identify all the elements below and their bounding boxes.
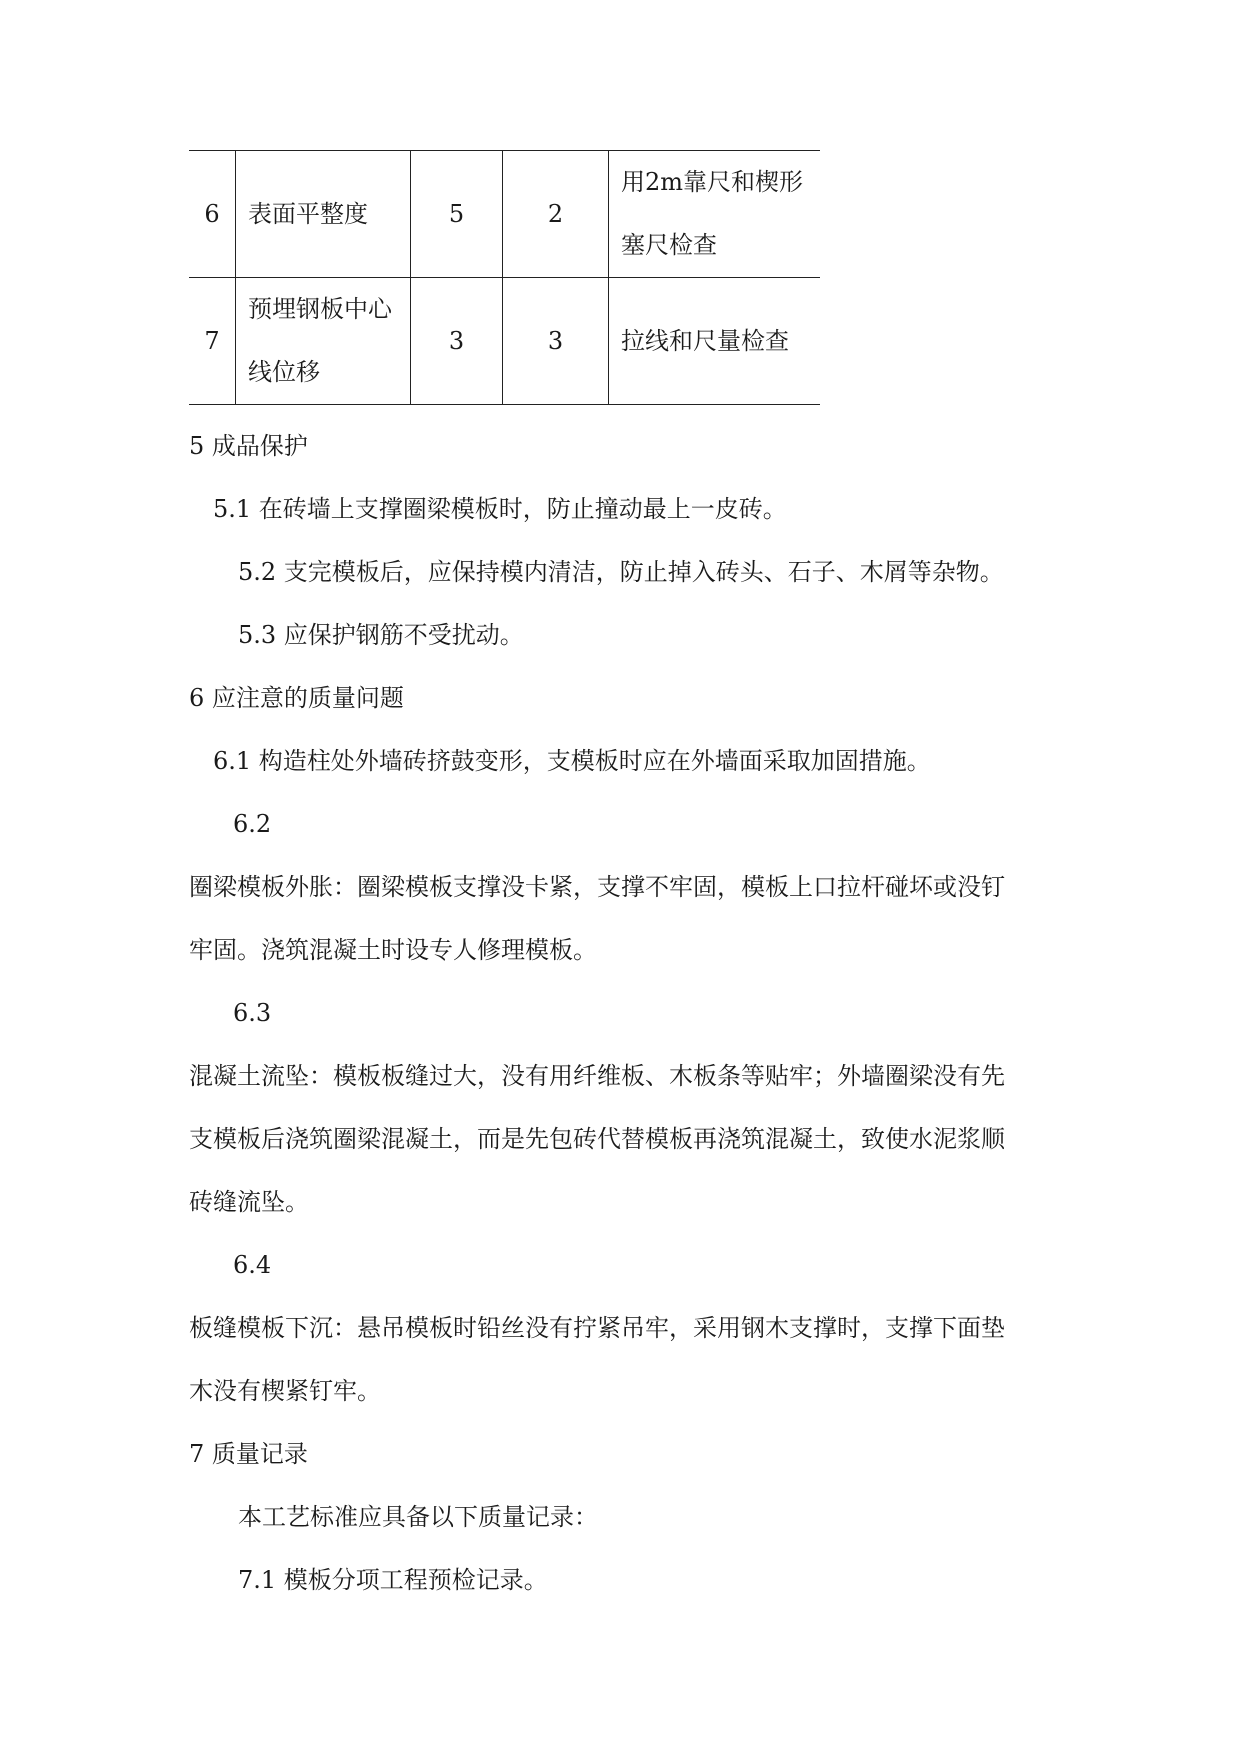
paragraph-6-1: 6.1 构造柱处外墙砖挤鼓变形，支模板时应在外墙面采取加固措施。 (213, 747, 931, 775)
tolerance-value-b: 3 (503, 278, 609, 405)
section-7-heading: 7 质量记录 (189, 1440, 308, 1468)
paragraph-6-4-line: 板缝模板下沉：悬吊模板时铅丝没有拧紧吊牢，采用钢木支撑时，支撑下面垫 (189, 1314, 1005, 1342)
inspection-method (609, 278, 820, 405)
paragraph-6-3-line: 砖缝流坠。 (189, 1188, 309, 1216)
check-item-text: 预埋钢板中心 (248, 295, 392, 323)
method-line: 塞尺检查 (621, 231, 717, 259)
check-item-text: 线位移 (248, 358, 320, 386)
paragraph-5-1: 5.1 在砖墙上支撑圈梁模板时，防止撞动最上一皮砖。 (213, 495, 787, 523)
paragraph-6-3-number: 6.3 (233, 999, 272, 1027)
paragraph-6-4-line: 木没有楔紧钉牢。 (189, 1377, 381, 1405)
table-row (189, 151, 820, 278)
paragraph-6-3-line: 支模板后浇筑圈梁混凝土，而是先包砖代替模板再浇筑混凝土，致使水泥浆顺 (189, 1125, 1005, 1153)
tolerance-value-a: 3 (411, 278, 503, 405)
table-row (189, 278, 820, 405)
check-item-text: 表面平整度 (248, 199, 368, 228)
method-line: 拉线和尺量检查 (621, 326, 789, 355)
check-item (236, 151, 411, 278)
paragraph-6-2-number: 6.2 (233, 810, 272, 838)
check-item (236, 278, 411, 405)
method-line: 用2m靠尺和楔形 (621, 168, 804, 196)
row-number: 6 (189, 151, 236, 278)
section-6-heading: 6 应注意的质量问题 (189, 684, 404, 712)
paragraph-6-3-line: 混凝土流坠：模板板缝过大，没有用纤维板、木板条等贴牢；外墙圈梁没有先 (189, 1062, 1005, 1090)
paragraph-5-3: 5.3 应保护钢筋不受扰动。 (238, 621, 524, 649)
row-number: 7 (189, 278, 236, 405)
paragraph-5-2: 5.2 支完模板后，应保持模内清洁，防止掉入砖头、石子、木屑等杂物。 (238, 558, 1004, 586)
section-5-heading: 5 成品保护 (189, 432, 308, 460)
inspection-method (609, 151, 820, 278)
tolerance-value-a: 5 (411, 151, 503, 278)
paragraph-7-1: 7.1 模板分项工程预检记录。 (238, 1566, 548, 1594)
paragraph-6-2-line: 圈梁模板外胀：圈梁模板支撑没卡紧，支撑不牢固，模板上口拉杆碰坏或没钉 (189, 873, 1005, 901)
paragraph-7-intro: 本工艺标准应具备以下质量记录： (238, 1503, 598, 1531)
paragraph-6-2-line: 牢固。浇筑混凝土时设专人修理模板。 (189, 936, 597, 964)
tolerance-value-b: 2 (503, 151, 609, 278)
quality-tolerance-table (189, 150, 820, 405)
paragraph-6-4-number: 6.4 (233, 1251, 272, 1279)
